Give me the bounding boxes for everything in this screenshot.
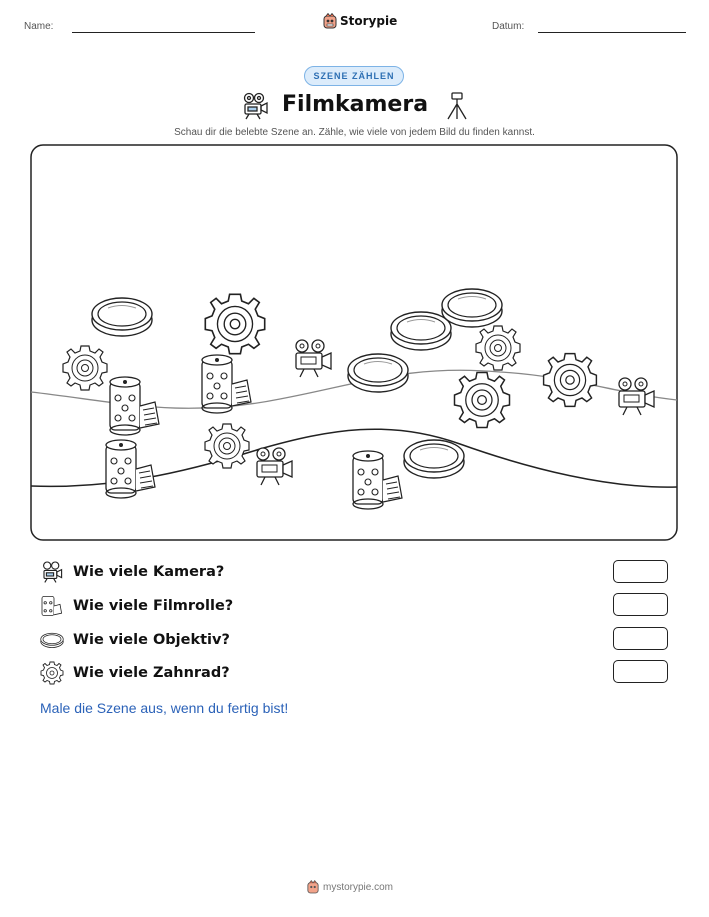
category-badge: SZENE ZÄHLEN [304,66,404,86]
answer-box-camera[interactable] [613,560,668,583]
name-line[interactable] [72,32,255,33]
lens-icon [40,628,64,652]
brand-name: Storypie [340,14,398,28]
answer-box-lens[interactable] [613,627,668,650]
name-label: Name: [24,21,54,32]
coloring-instruction: Male die Szene aus, wenn du fertig bist! [40,700,289,716]
answer-box-gear[interactable] [613,660,668,683]
question-row [40,559,224,585]
lens-2 [348,354,408,392]
camera-icon [240,92,270,120]
storypie-logo-icon [307,880,319,894]
storypie-logo-icon [323,13,337,29]
footer [307,880,393,894]
question-text: Wie viele Filmrolle? [73,598,234,614]
question-row [40,660,230,686]
gear-2 [205,294,264,353]
question-text: Wie viele Objektiv? [73,632,230,648]
counting-scene [30,144,678,541]
gear-3 [205,424,249,468]
lens-5 [404,440,464,478]
tripod-icon [445,92,469,120]
footer-url[interactable]: mystorypie.com [323,881,394,893]
gear-4 [476,326,520,370]
gear-5 [455,373,510,428]
camera-icon [40,560,64,584]
gear-icon [40,661,64,685]
question-row [40,593,233,619]
question-text: Wie viele Zahnrad? [73,665,230,681]
gear-6 [544,354,597,407]
gear-1 [63,346,107,390]
instructions: Schau dir die belebte Szene an. Zähle, wie viele von jedem Bild du finden kannst. [174,127,535,138]
date-line[interactable] [538,32,686,33]
question-text: Wie viele Kamera? [73,564,225,580]
lens-4 [442,289,502,327]
question-row [40,627,230,653]
film-roll-icon [40,594,64,618]
lens-1 [92,298,152,336]
date-label: Datum: [492,21,525,32]
answer-box-film-roll[interactable] [613,593,668,616]
storypie-logo [323,13,397,29]
lens-3 [391,312,451,350]
page-title: Filmkamera [282,92,429,117]
